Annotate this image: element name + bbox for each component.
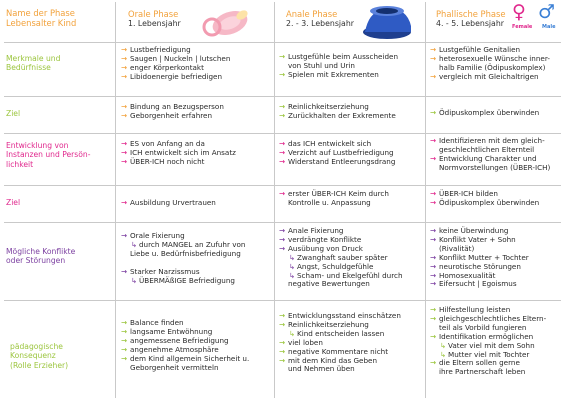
cell-merkmale-phallic <box>430 46 550 82</box>
arrow-bullet-icon: → <box>430 331 437 341</box>
row-label-line: Konsequenz <box>10 351 56 361</box>
arrow-bullet-icon: → <box>430 234 437 244</box>
cell-konflikte-anal <box>279 227 403 289</box>
arrow-bullet-icon: → <box>279 147 286 157</box>
bullet-text: Ausbildung Urvertrauen <box>130 198 216 207</box>
continuation-line <box>279 280 403 289</box>
sub-bullet-text: Vater viel mit dem Sohn <box>448 340 535 350</box>
bullet-text: neurotische Störungen <box>439 261 521 271</box>
row-divider <box>4 133 561 134</box>
sub-bullet-text: Angst, Schuldgefühle <box>297 261 374 271</box>
continuation-text: Kontrolle u. Anpassung <box>288 197 371 207</box>
arrow-bullet-icon: → <box>121 110 128 120</box>
bullet-text: Lustgefühle beim Ausscheiden <box>288 52 399 61</box>
arrow-bullet-icon: → <box>279 226 286 235</box>
arrow-bullet-icon: → <box>279 189 286 198</box>
continuation-text: ihre Partnerschaft leben <box>439 367 526 377</box>
continuation-text: negative Bewertungen <box>288 279 370 289</box>
row-label-ziel-2 <box>6 198 20 207</box>
return-arrow-icon: ↳ <box>440 340 447 350</box>
bullet-text: viel loben <box>288 337 323 347</box>
return-arrow-icon: ↳ <box>440 349 447 359</box>
continuation-line <box>279 365 401 374</box>
bullet-text: ICH entwickelt sich im Ansatz <box>130 147 236 157</box>
arrow-bullet-icon: → <box>430 197 437 207</box>
column-divider <box>115 2 116 398</box>
sub-bullet-text: Mutter viel mit Tochter <box>448 349 530 359</box>
continuation-text: von Stuhl und Urin <box>288 60 355 70</box>
phase-title-anal: Anale Phase <box>286 9 338 19</box>
cell-ziel2-anal <box>279 190 389 208</box>
arrow-bullet-icon: → <box>279 156 286 166</box>
bullet-text: Eifersucht | Egoismus <box>439 279 517 289</box>
bullet-text: Ausübung von Druck <box>288 243 363 253</box>
continuation-text: geschlechtlichen Elternteil <box>439 144 535 154</box>
cell-entwicklung-oral <box>121 140 236 167</box>
cell-konflikte-phallic <box>430 227 529 289</box>
row-label-entwicklung <box>6 141 90 169</box>
bullet-text: Hilfestellung leisten <box>439 305 511 314</box>
bullet-text: Widerstand Entleerungsdrang <box>288 156 396 166</box>
return-arrow-icon: ↳ <box>131 239 138 249</box>
return-arrow-icon: ↳ <box>131 275 138 285</box>
cell-ziel2-phallic <box>430 190 539 208</box>
bullet-text: Starker Narzissmus <box>130 266 200 276</box>
row-label-line: Entwicklung von <box>6 141 69 150</box>
cell-merkmale-oral <box>121 46 230 82</box>
corner-header <box>6 8 76 28</box>
sub-bullet-text: Kind entscheiden lassen <box>297 328 385 338</box>
bullet-text: Saugen | Nuckeln | lutschen <box>130 53 231 63</box>
bullet-text: angemessene Befriedigung <box>130 335 229 345</box>
bullet-text: Identifizieren mit dem gleich- <box>439 136 545 145</box>
arrow-bullet-icon: → <box>430 53 437 63</box>
cell-konflikte-oral <box>121 232 245 285</box>
row-label-line: Bedürfnisse <box>6 63 51 73</box>
return-arrow-icon: ↳ <box>289 270 296 280</box>
cell-merkmale-anal <box>279 53 398 80</box>
continuation-text: Liebe u. Bedürfnisbefriedigung <box>130 248 241 258</box>
corner-line-2: Lebensalter Kind <box>6 18 77 28</box>
arrow-bullet-icon: → <box>279 102 286 111</box>
arrow-bullet-icon: → <box>121 53 128 63</box>
return-arrow-icon: ↳ <box>289 252 296 262</box>
bullet-item <box>121 73 230 82</box>
arrow-bullet-icon: → <box>430 153 437 163</box>
continuation-text: und Nehmen üben <box>288 364 355 374</box>
bullet-text: Zurückhalten der Exkremente <box>288 110 396 120</box>
bullet-text: Konflikt Mutter + Tochter <box>439 252 529 262</box>
bullet-text: negative Kommentare nicht <box>288 346 389 356</box>
row-label-line: Merkmale und <box>6 54 61 63</box>
continuation-text: Normvorstellungen (ÜBER-ICH) <box>439 162 551 172</box>
arrow-bullet-icon: → <box>121 335 128 345</box>
arrow-bullet-icon: → <box>279 139 286 148</box>
bullet-text: verdrängte Konflikte <box>288 234 362 244</box>
row-label-konflikte <box>6 247 75 266</box>
bullet-text: keine Überwindung <box>439 226 509 235</box>
row-label-line: Mögliche Konflikte <box>6 247 76 256</box>
continuation-line <box>430 164 550 173</box>
arrow-bullet-icon: → <box>430 136 437 145</box>
bullet-text: ÜBER-ICH bilden <box>439 189 498 198</box>
arrow-bullet-icon: → <box>430 252 437 262</box>
arrow-bullet-icon: → <box>430 226 437 235</box>
bullet-text: Ödipuskomplex überwinden <box>439 108 540 117</box>
continuation-text: teil als Vorbild fungieren <box>439 322 527 332</box>
arrow-bullet-icon: → <box>121 45 128 54</box>
bullet-text: Lustbefriedigung <box>130 45 191 54</box>
cell-entwicklung-anal <box>279 140 395 167</box>
male-label: Male <box>542 24 556 30</box>
cell-ziel2-oral <box>121 199 216 208</box>
phase-title-phallic: Phallische Phase <box>436 9 506 19</box>
row-divider <box>4 300 561 301</box>
row-label-ziel-1 <box>6 109 20 118</box>
continuation-text: (Rivalität) <box>439 243 475 253</box>
row-divider <box>4 96 561 97</box>
sub-bullet-text: Scham- und Ekelgefühl durch <box>297 270 403 280</box>
bullet-text: Entwicklungsstand einschätzen <box>288 311 401 320</box>
bullet-text: heterosexuelle Wünsche inner- <box>439 53 550 63</box>
bullet-text: Spielen mit Exkrementen <box>288 69 379 79</box>
cell-entwicklung-phallic <box>430 137 550 173</box>
bullet-item <box>121 199 216 208</box>
arrow-bullet-icon: → <box>279 69 286 79</box>
arrow-bullet-icon: → <box>430 270 437 280</box>
bullet-item <box>279 71 398 80</box>
arrow-bullet-icon: → <box>121 147 128 157</box>
phase-title-oral: Orale Phase <box>128 9 179 19</box>
row-label-line: Instanzen und Persön- <box>6 150 91 160</box>
continuation-line <box>279 199 389 208</box>
bullet-text: Homosexualität <box>439 270 496 280</box>
arrow-bullet-icon: → <box>121 139 128 148</box>
arrow-bullet-icon: → <box>279 243 286 253</box>
bullet-text: Reinlichkeitserziehung <box>288 102 369 111</box>
bullet-text: vergleich mit Gleichaltrigen <box>439 71 539 81</box>
arrow-bullet-icon: → <box>279 355 286 365</box>
phase-age-anal: 2. - 3. Lebensjahr <box>286 19 354 28</box>
row-divider <box>4 42 561 43</box>
arrow-bullet-icon: → <box>121 318 128 327</box>
arrow-bullet-icon: → <box>430 313 437 323</box>
column-divider <box>274 2 275 398</box>
bullet-text: Entwicklung Charakter und <box>439 153 537 163</box>
continuation-text: Geborgenheit vermitteln <box>130 362 219 372</box>
bullet-item <box>430 109 539 118</box>
cell-ziel1-anal <box>279 103 396 121</box>
arrow-bullet-icon: → <box>121 326 128 336</box>
phase-age-phallic: 4. - 5. Lebensjahr <box>436 19 504 28</box>
bullet-text: dem Kind allgemein Sicherheit u. <box>130 353 250 363</box>
bullet-text: das ICH entwickelt sich <box>288 139 372 148</box>
male-symbol-icon: ♂ <box>538 1 556 23</box>
bullet-text: enger Körperkontakt <box>130 62 204 72</box>
continuation-text <box>130 258 132 267</box>
arrow-bullet-icon: → <box>430 189 437 198</box>
arrow-bullet-icon: → <box>121 344 128 354</box>
bullet-text: die Eltern sollen gerne <box>439 358 520 368</box>
arrow-bullet-icon: → <box>279 110 286 120</box>
continuation-text: halb Familie (Ödipuskomplex) <box>439 62 546 72</box>
sub-bullet-text: Zwanghaft sauber später <box>297 252 388 262</box>
arrow-bullet-icon: → <box>430 108 437 117</box>
bullet-text: Verzicht auf Lustbefriedigung <box>288 147 394 157</box>
arrow-bullet-icon: → <box>121 156 128 166</box>
cell-ziel1-phallic <box>430 109 539 118</box>
bullet-text: langsame Entwöhnung <box>130 326 213 336</box>
sub-bullet-item <box>121 277 245 286</box>
arrow-bullet-icon: → <box>121 102 128 111</box>
cell-konsequenz-anal <box>279 312 401 374</box>
arrow-bullet-icon: → <box>279 311 286 320</box>
row-label-line: pädagogische <box>10 342 63 351</box>
arrow-bullet-icon: → <box>430 261 437 271</box>
bullet-text: Reinlichkeitserziehung <box>288 319 369 329</box>
pacifier-icon <box>200 3 252 39</box>
header-anal <box>286 9 354 29</box>
bullet-text: Anale Fixierung <box>288 226 344 235</box>
row-label-konsequenz <box>10 342 68 370</box>
bullet-text: Libidoenergie befriedigen <box>130 71 223 81</box>
bullet-item <box>430 280 529 289</box>
continuation-line <box>121 250 245 259</box>
return-arrow-icon: ↳ <box>289 328 296 338</box>
arrow-bullet-icon: → <box>121 231 128 240</box>
arrow-bullet-icon: → <box>279 52 286 61</box>
bullet-text: Geborgenheit erfahren <box>130 110 213 120</box>
bullet-item <box>121 158 236 167</box>
row-label-line: (Rolle Erzieher) <box>10 360 69 370</box>
arrow-bullet-icon: → <box>279 234 286 244</box>
arrow-bullet-icon: → <box>121 353 128 363</box>
arrow-bullet-icon: → <box>430 279 437 289</box>
header-phallic <box>436 9 506 29</box>
row-divider <box>4 222 561 223</box>
bullet-text: mit dem Kind das Geben <box>288 355 378 365</box>
corner-line-1: Name der Phase <box>6 8 75 18</box>
arrow-bullet-icon: → <box>430 45 437 54</box>
bullet-item <box>279 112 396 121</box>
cell-konsequenz-phallic <box>430 306 546 377</box>
return-arrow-icon: ↳ <box>289 261 296 271</box>
arrow-bullet-icon: → <box>430 358 437 368</box>
arrow-bullet-icon: → <box>121 71 128 81</box>
female-label: Female <box>512 24 533 30</box>
bullet-text: Bindung an Bezugsperson <box>130 102 224 111</box>
row-label-line: oder Störungen <box>6 256 66 266</box>
bullet-text: Lustgefühle Genitalien <box>439 45 521 54</box>
bullet-text: angenehme Atmosphäre <box>130 344 219 354</box>
cell-konsequenz-oral <box>121 319 249 372</box>
bullet-text: Orale Fixierung <box>130 231 185 240</box>
cell-ziel1-oral <box>121 103 224 121</box>
continuation-line <box>430 368 546 377</box>
sub-bullet-text: ÜBERMÄßIGE Befriedigung <box>139 275 235 285</box>
row-label-line: Ziel <box>6 109 21 118</box>
bullet-text: ÜBER-ICH noch nicht <box>130 156 205 166</box>
bullet-item <box>430 73 550 82</box>
row-label-line: lichkeit <box>6 159 34 169</box>
header-oral <box>128 9 181 29</box>
female-symbol-icon: ♀ <box>512 1 526 23</box>
arrow-bullet-icon: → <box>279 319 286 329</box>
column-divider <box>425 2 426 398</box>
arrow-bullet-icon: → <box>121 198 128 207</box>
continuation-line <box>121 364 249 373</box>
arrow-bullet-icon: → <box>279 346 286 356</box>
bullet-text: Konflikt Vater + Sohn <box>439 234 516 244</box>
arrow-bullet-icon: → <box>430 305 437 314</box>
bullet-text: gleichgeschlechtliches Eltern- <box>439 313 547 323</box>
bullet-item <box>279 158 395 167</box>
bullet-item <box>121 112 224 121</box>
bullet-item <box>430 199 539 208</box>
bullet-text: Ödipuskomplex überwinden <box>439 197 540 207</box>
arrow-bullet-icon: → <box>279 337 286 347</box>
bullet-text: Balance finden <box>130 318 184 327</box>
row-label-line: Ziel <box>6 198 21 207</box>
arrow-bullet-icon: → <box>430 71 437 81</box>
sub-bullet-text: durch MANGEL an Zufuhr von <box>139 239 246 249</box>
phase-age-oral: 1. Lebensjahr <box>128 19 181 28</box>
potty-icon <box>355 2 415 40</box>
row-divider <box>4 185 561 186</box>
row-label-merkmale <box>6 54 60 73</box>
arrow-bullet-icon: → <box>121 266 128 276</box>
arrow-bullet-icon: → <box>121 62 128 72</box>
bullet-text: ES von Anfang an da <box>130 139 205 148</box>
bullet-text: erster ÜBER-ICH Keim durch <box>288 189 389 198</box>
bullet-text: Identifikation ermöglichen <box>439 331 534 341</box>
